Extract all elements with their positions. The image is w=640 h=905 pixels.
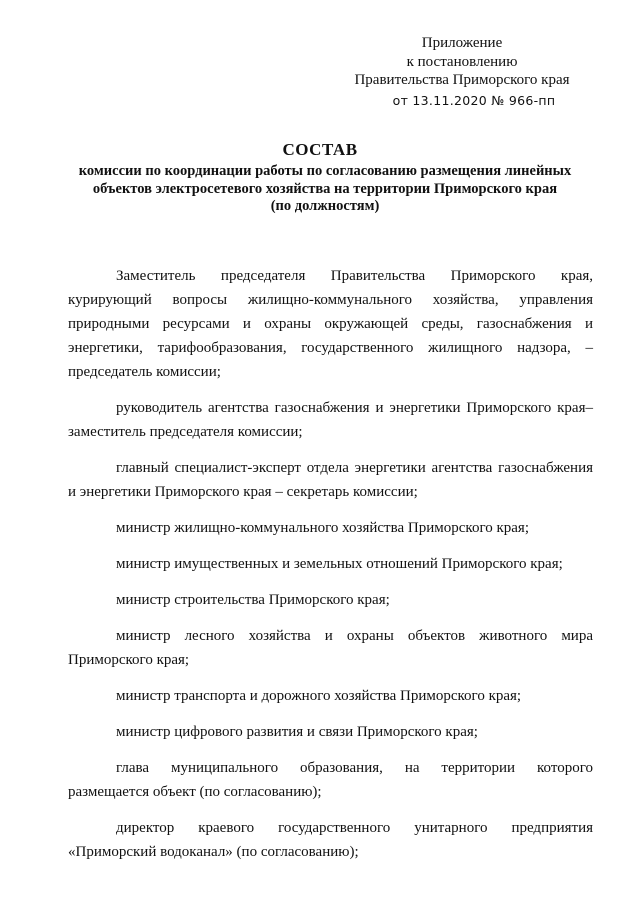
member-paragraph-secretary (68, 456, 593, 504)
appendix-line: Правительства Приморского края (354, 72, 570, 88)
paragraph-line: министр транспорта и дорожного хозяйства Приморского края; (116, 688, 522, 704)
document-subtitle (55, 163, 595, 216)
paragraph-line: курирующий вопросы жилищно-коммунального хозяйства, управления (68, 292, 593, 308)
paragraph-line: «Приморский водоканал» (по согласованию); (68, 844, 359, 860)
member-paragraph-chairman (68, 264, 593, 384)
paragraph-line: министр строительства Приморского края; (116, 592, 390, 608)
subtitle-line: комиссии по координации работы по согласованию размещения линейных (78, 163, 572, 179)
paragraph-line: председатель комиссии; (68, 364, 221, 380)
paragraph-line: главный специалист-эксперт отдела энергетики агентства газоснабжения (116, 460, 593, 476)
paragraph-line: Приморского края; (68, 652, 190, 668)
member-paragraph (68, 756, 593, 804)
paragraph-line: министр жилищно-коммунального хозяйства Приморского края; (116, 520, 529, 536)
paragraph-line: энергетики, тарифообразования, государственного жилищного надзора, – (68, 340, 593, 356)
paragraph-line: министр имущественных и земельных отношений Приморского края; (116, 556, 563, 572)
paragraph-line: министр лесного хозяйства и охраны объектов животного мира (116, 628, 593, 644)
paragraph-line: заместитель председателя комиссии; (68, 424, 303, 440)
member-paragraph (68, 588, 593, 612)
members-list (68, 264, 593, 876)
paragraph-line: и энергетики Приморского края – секретарь комиссии; (68, 484, 418, 500)
paragraph-line: природными ресурсами и охраны окружающей среды, газоснабжения и (68, 316, 593, 332)
paragraph-line: размещается объект (по согласованию); (68, 784, 322, 800)
paragraph-line: глава муниципального образования, на территории которого (116, 760, 593, 776)
member-paragraph (68, 624, 593, 672)
subtitle-line: (по должностям) (270, 198, 380, 214)
appendix-line: к постановлению (406, 53, 518, 70)
appendix-header (332, 34, 592, 110)
paragraph-line: министр цифрового развития и связи Приморского края; (116, 724, 478, 740)
paragraph-line: директор краевого государственного унитарного предприятия (116, 820, 593, 836)
subtitle-line: объектов электросетевого хозяйства на территории Приморского края (92, 180, 558, 197)
paragraph-line: Заместитель председателя Правительства Приморского края, (116, 268, 593, 284)
decree-number: от 13.11.2020 № 966-пп (392, 92, 556, 108)
member-paragraph (68, 552, 593, 576)
member-paragraph (68, 720, 593, 744)
member-paragraph-deputy (68, 396, 593, 444)
paragraph-line: руководитель агентства газоснабжения и энергетики Приморского края– (116, 400, 593, 416)
member-paragraph (68, 684, 593, 708)
member-paragraph (68, 516, 593, 540)
member-paragraph (68, 816, 593, 864)
appendix-line: Приложение (421, 35, 503, 51)
document-title: СОСТАВ (282, 140, 358, 159)
